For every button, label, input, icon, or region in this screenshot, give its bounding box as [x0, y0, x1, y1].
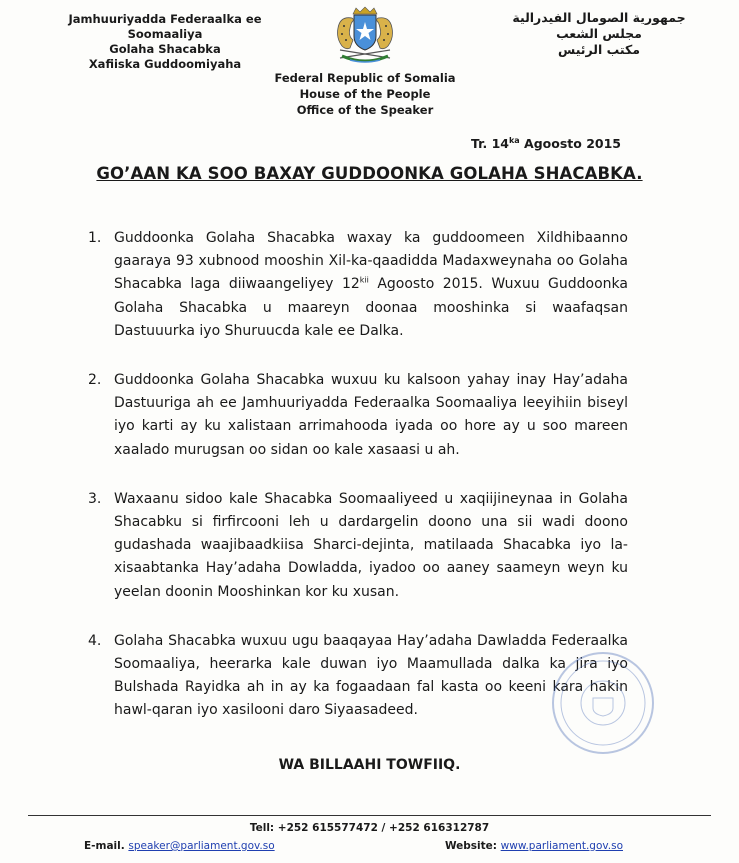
header-arabic-line-2: مجلس الشعب — [556, 26, 642, 41]
somalia-coat-of-arms-icon — [320, 6, 410, 68]
website-link[interactable]: www.parliament.gov.so — [500, 840, 623, 852]
list-item — [88, 630, 628, 723]
date-ordinal: ka — [508, 136, 520, 145]
official-stamp-icon — [548, 648, 658, 758]
list-item — [88, 369, 628, 462]
list-item-ordinal: kii — [359, 275, 369, 285]
list-item — [88, 227, 628, 343]
list-item — [88, 488, 628, 604]
header-english-line-3: Office of the Speaker — [296, 103, 434, 117]
email-link[interactable]: speaker@parliament.gov.so — [128, 840, 275, 852]
header-english-line-1: Federal Republic of Somalia — [274, 71, 456, 85]
header-arabic — [499, 10, 699, 58]
header-somali-line-2: Golaha Shacabka — [109, 42, 221, 56]
list-item-number: 4. — [88, 632, 102, 649]
footer-email — [84, 840, 275, 852]
header-english-line-2: House of the People — [299, 87, 431, 101]
list-item-text: Golaha Shacabka wuxuu ugu baaqayaa Hay’adaha Dawladda Federaalka Soomaaliya, heerarka kale duwan iyo Maamullada dalka ka jira iyo Bulshada Rayidka ah in ay ka fogaadaan fal kasta oo keeni kara hakin hawl-qaran iyo xasilooni daro Siyaasadeed. — [114, 632, 628, 719]
list-item-text: Waxaanu sidoo kale Shacabka Soomaaliyeed u xaqiijineynaa in Golaha Shacabku si firfircooni leh u dardargelin doono una sii wadi doono gudashada waajibaadkiisa Sharci-dejinta, matilaada Shacabka iyo la-xisaabtanka Hay’adaha Dowladda, iyadoo oo aaney saameyn weyn ku yeelan doonin Mooshinkan kor ku xusan. — [114, 490, 628, 600]
header-arabic-line-1: جمهورية الصومال الفيدرالية — [512, 10, 686, 25]
list-item-text: Guddoonka Golaha Shacabka wuxuu ku kalsoon yahay inay Hay’adaha Dastuuriga ah ee Jamhuuriyadda Federaalka Soomaaliya leeyihiin biseyl iyo karti ay ku xalistaan arrimahooda iyada oo hore ay u soo mareen xaalado murugsan oo sidan oo kale xasaasi u ah. — [114, 372, 628, 458]
date-prefix: Tr. 14 — [470, 136, 509, 152]
document-title — [0, 164, 739, 183]
header-arabic-line-3: مكتب الرئيس — [558, 42, 640, 57]
footer-divider — [28, 815, 711, 816]
email-label: E-mail. — [84, 840, 129, 852]
document-date — [471, 136, 621, 151]
footer-website — [445, 840, 623, 852]
footer-phone: Tell: +252 615577472 / +252 616312787 — [249, 822, 490, 834]
header-somali — [40, 12, 290, 72]
date-suffix: Agoosto 2015 — [519, 136, 621, 152]
resolution-list — [88, 227, 628, 749]
document-title-text: GO’AAN KA SOO BAXAY GUDDOONKA GOLAHA SHACABKA. — [96, 164, 643, 183]
list-item-number: 2. — [88, 372, 102, 389]
header-english — [240, 70, 490, 118]
list-item-text-cont: Agoosto 2015. Wuxuu Guddoonka Golaha Shacabka u maareyn doonaa mooshinka si waafaqsan Dastuuurka iyo Shuruucda kale ee Dalka. — [114, 276, 628, 339]
list-item-text: Guddoonka Golaha Shacabka waxay ka guddoomeen Xildhibaanno gaaraya 93 xubnood mooshin Xil-ka-qaadidda Madaxweynaha oo Golaha Shacabka laga diiwaangeliyey 12 — [114, 230, 628, 293]
list-item-number: 3. — [88, 490, 102, 507]
header-somali-line-1: Jamhuuriyadda Federaalka ee Soomaaliya — [68, 12, 262, 41]
header-somali-line-3: Xafiiska Guddoomiyaha — [88, 57, 242, 71]
list-item-number: 1. — [88, 230, 102, 246]
website-label: Website: — [444, 840, 501, 852]
closing-phrase: WA BILLAAHI TOWFIIQ. — [278, 757, 461, 773]
